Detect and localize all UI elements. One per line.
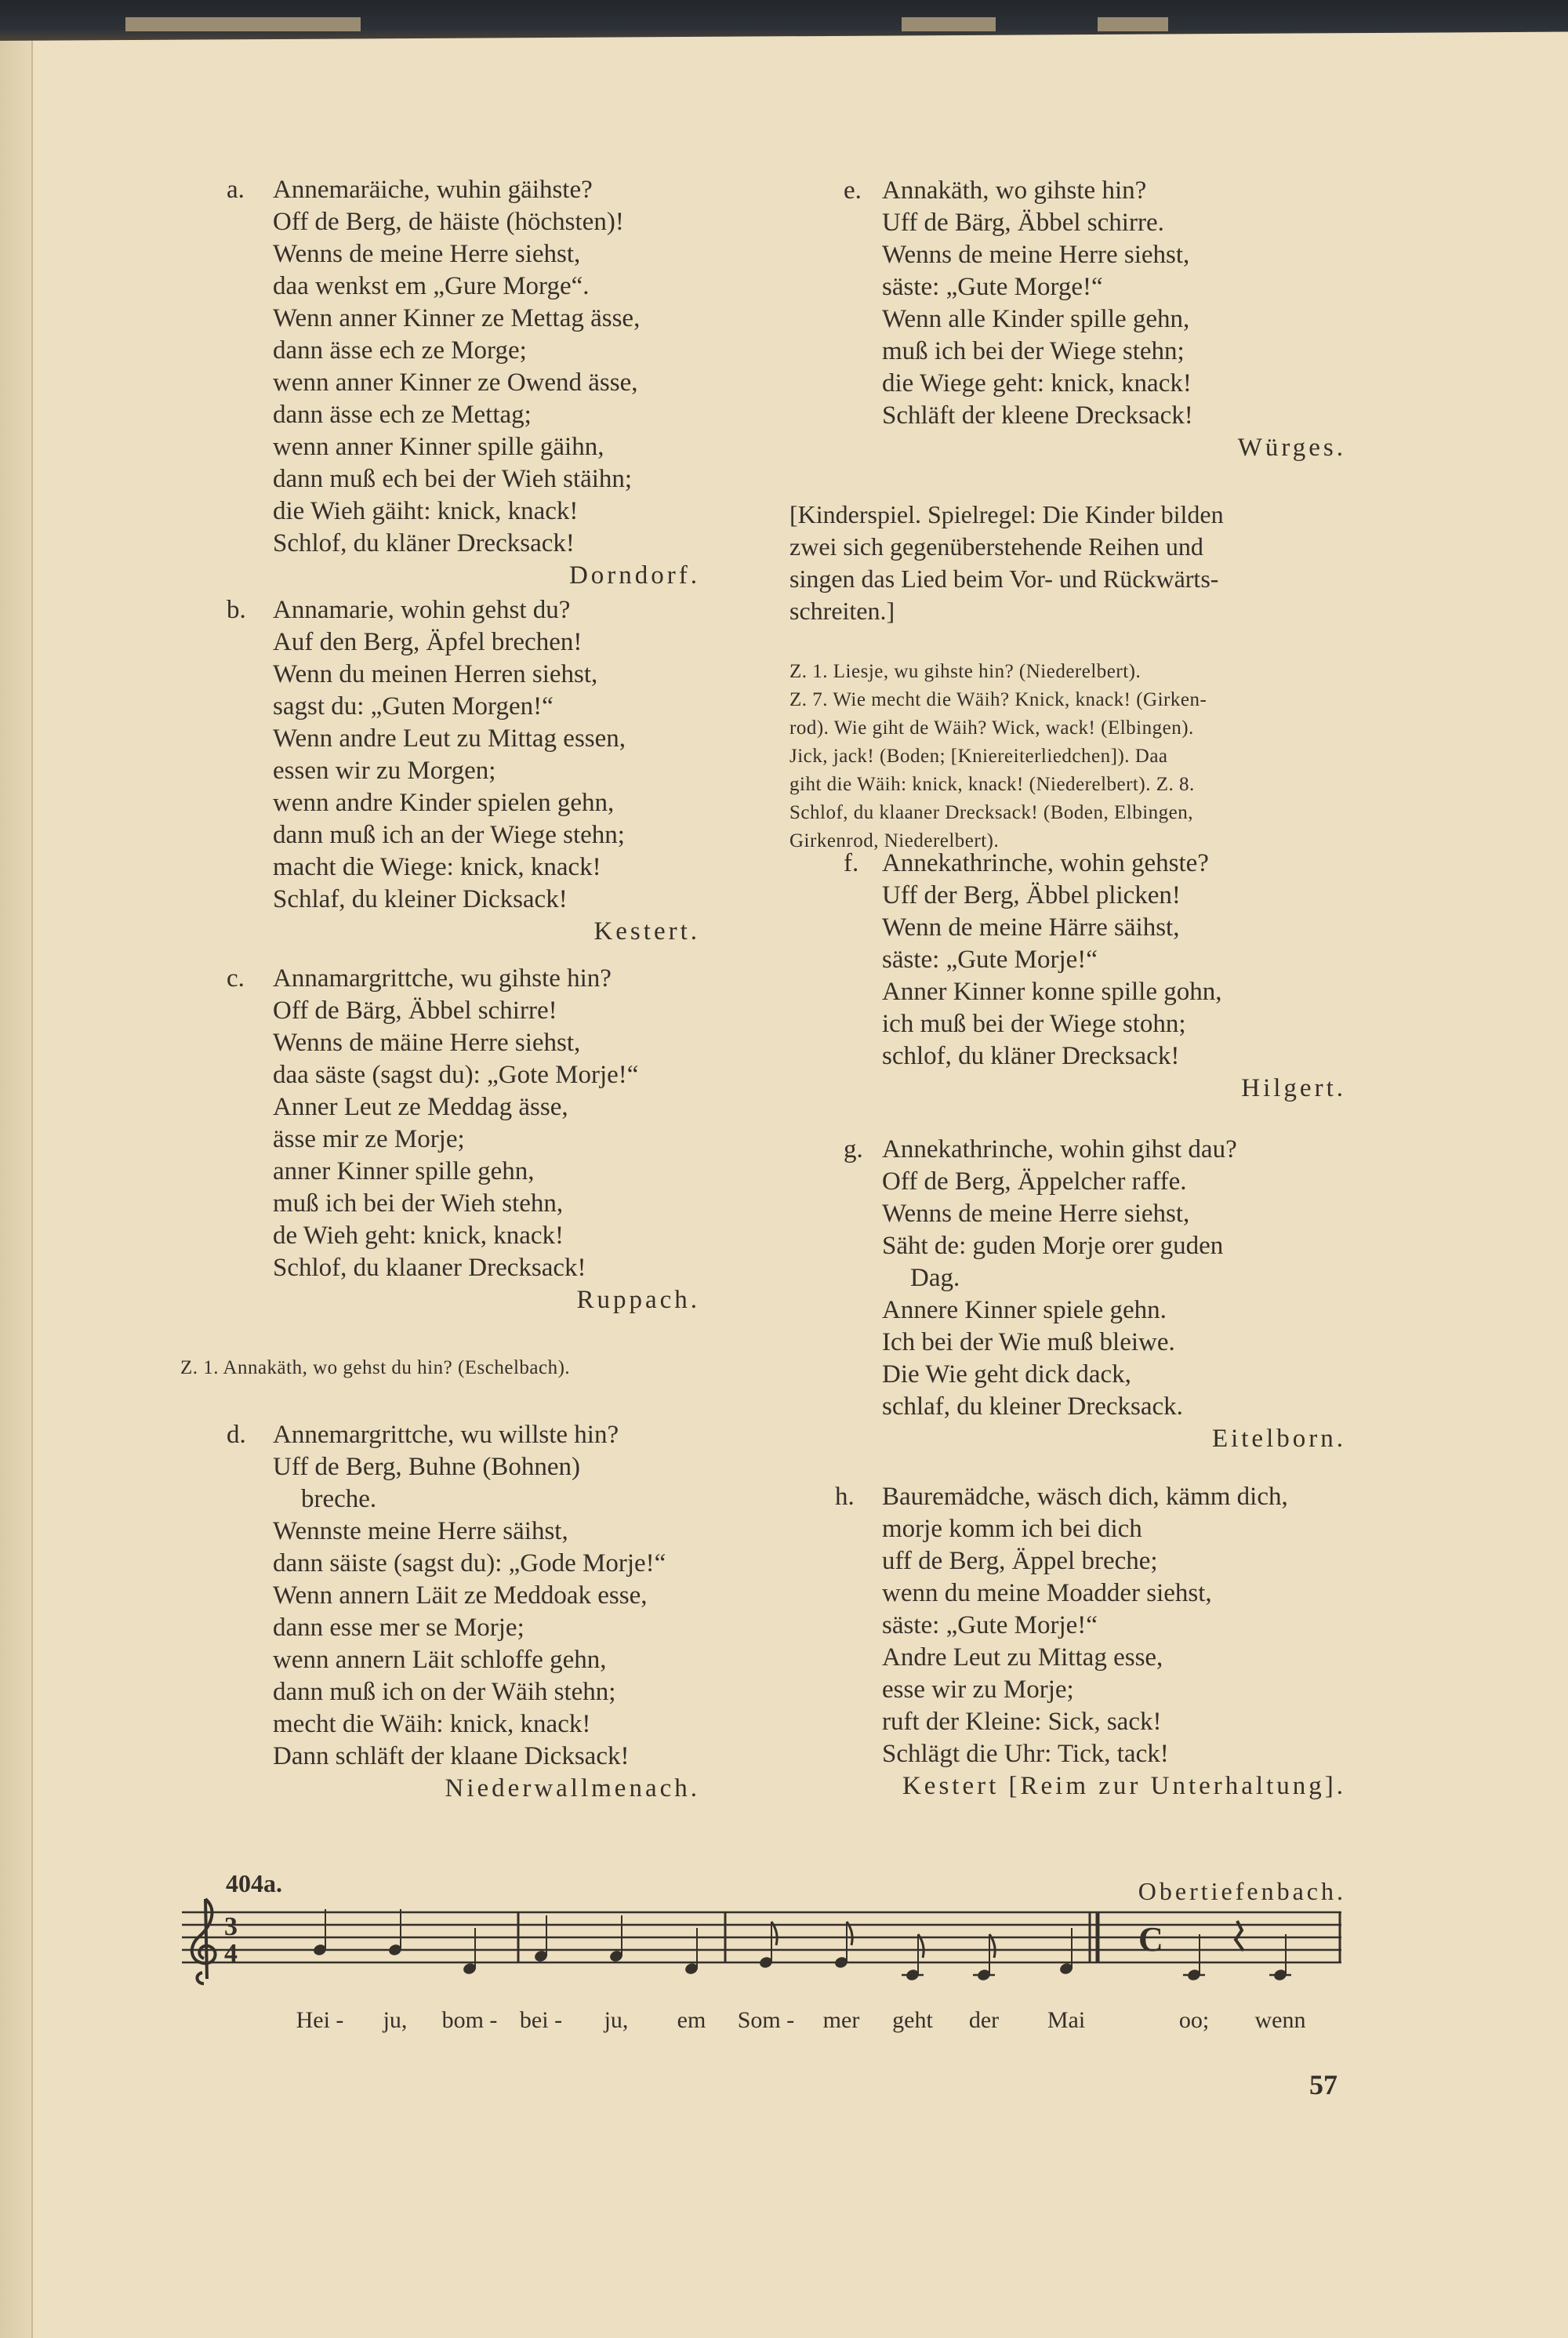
common-time-signature: C	[1138, 1920, 1163, 1959]
verse-label: b.	[227, 596, 246, 624]
verse-label: f.	[844, 849, 859, 877]
verse-lines	[273, 594, 700, 916]
verse-line: wenn andre Kinder spielen gehn,	[273, 789, 615, 817]
verse-line: essen wir zu Morgen;	[273, 757, 496, 785]
lyric-syllable: Hei -	[296, 2007, 344, 2033]
note-line: giht die Wäih: knick, knack! (Niederelbert). Z. 8.	[789, 774, 1195, 795]
verse-line: Wenn de meine Härre säihst,	[882, 913, 1180, 942]
lyric-syllable: Mai	[1047, 2007, 1086, 2033]
verse-line: Annamargrittche, wu gihste hin?	[273, 964, 612, 993]
verse-line: Annakäth, wo gihste hin?	[882, 176, 1147, 205]
verse-label: h.	[835, 1483, 855, 1511]
verse-line: Bauremädche, wäsch dich, kämm dich,	[882, 1483, 1288, 1511]
verse-lines	[273, 174, 700, 560]
verse-line: Schläft der kleene Drecksack!	[882, 401, 1193, 430]
rule-line: [Kinderspiel. Spielregel: Die Kinder bilden	[789, 500, 1224, 528]
note-line: Z. 1. Liesje, wu gihste hin? (Niederelbert).	[789, 661, 1142, 682]
verse-line: dann esse mer se Morje;	[273, 1614, 524, 1642]
note-line: rod). Wie giht de Wäih? Wick, wack! (Elbingen).	[789, 717, 1194, 739]
verse-line: Annekathrinche, wohin gihst dau?	[882, 1135, 1237, 1164]
verse-line: muß ich bei der Wieh stehn,	[273, 1189, 564, 1218]
verse-line: Wenn du meinen Herren siehst,	[273, 660, 598, 688]
place-name: Dorndorf.	[568, 561, 700, 590]
verse-line: anner Kinner spille gehn,	[273, 1157, 535, 1185]
verse-line: Off de Berg, Äppelcher raffe.	[882, 1167, 1187, 1196]
verse-line: die Wieh gäiht: knick, knack!	[273, 497, 579, 525]
lyric-syllable: mer	[822, 2007, 860, 2033]
verse-line: ässe mir ze Morje;	[273, 1125, 465, 1153]
verse-line: dann säiste (sagst du): „Gode Morje!“	[273, 1549, 666, 1577]
verse-line: ich muß bei der Wiege stohn;	[882, 1010, 1186, 1038]
verse-line: ruft der Kleine: Sick, sack!	[882, 1708, 1162, 1736]
verse-line: säste: „Gute Morge!“	[882, 273, 1103, 301]
place-name: Ruppach.	[576, 1286, 700, 1314]
verse-line: Annemaräiche, wuhin gäihste?	[273, 176, 593, 204]
lyric-syllable: geht	[892, 2007, 933, 2033]
verse-line: Wenn annern Läit ze Meddoak esse,	[273, 1581, 648, 1610]
verse-line: wenn du meine Moadder siehst,	[882, 1579, 1212, 1607]
verse-line: Wenn anner Kinner ze Mettag ässe,	[273, 304, 641, 332]
verse-lines	[273, 963, 700, 1284]
verse-h	[835, 1481, 1346, 1803]
verse-line: wenn anner Kinner spille gäihn,	[273, 433, 604, 461]
verse-line: Ich bei der Wie muß bleiwe.	[882, 1328, 1175, 1356]
verse-line: esse wir zu Morje;	[882, 1675, 1074, 1704]
note-line: Z. 1. Annakäth, wo gehst du hin? (Eschelbach).	[180, 1357, 571, 1378]
verse-line: Off de Berg, de häiste (höchsten)!	[273, 208, 624, 236]
verse-line: Die Wie geht dick dack,	[882, 1360, 1131, 1389]
verse-line: Wenns de mäine Herre siehst,	[273, 1029, 581, 1057]
verse-line: Uff de Berg, Buhne (Bohnen)	[273, 1453, 580, 1481]
lyric-syllable: ju,	[383, 2007, 408, 2033]
verse-label: e.	[844, 176, 862, 205]
verse-line: Uff der Berg, Äbbel plicken!	[882, 881, 1181, 909]
page-binding	[0, 41, 33, 2338]
verse-line: sagst du: „Guten Morgen!“	[273, 692, 554, 721]
note-line: Jick, jack! (Boden; [Kniereiterliedchen]). Daa	[789, 746, 1168, 767]
verse-line: mecht die Wäih: knick, knack!	[273, 1710, 591, 1738]
verse-g	[844, 1134, 1346, 1455]
verse-line: wenn annern Läit schloffe gehn,	[273, 1646, 607, 1674]
verse-line: schlaf, du kleiner Drecksack.	[882, 1392, 1183, 1421]
verse-line: de Wieh geht: knick, knack!	[273, 1222, 564, 1250]
verse-line: Säht de: guden Morje orer guden	[882, 1232, 1224, 1260]
verse-a	[227, 174, 700, 592]
verse-label: a.	[227, 176, 245, 204]
song-origin: Obertiefenbach.	[1138, 1877, 1346, 1905]
song-number: 404a.	[226, 1869, 282, 1897]
verse-lines	[882, 1134, 1346, 1423]
lyric-syllable: oo;	[1178, 2007, 1210, 2033]
time-signature-top: 3	[224, 1912, 238, 1941]
place-name: Kestert.	[593, 917, 700, 946]
verse-f	[844, 848, 1346, 1105]
verse-line: Auf den Berg, Äpfel brechen!	[273, 628, 583, 656]
verse-line: Anner Leut ze Meddag ässe,	[273, 1093, 568, 1121]
page-number: 57	[1309, 2069, 1338, 2100]
verse-line: Wenns de meine Herre siehst,	[882, 241, 1190, 269]
verse-line: säste: „Gute Morje!“	[882, 1611, 1098, 1639]
lyric-syllable: bei -	[519, 2007, 563, 2033]
verse-line: Uff de Bärg, Äbbel schirre.	[882, 209, 1164, 237]
verse-b	[227, 594, 700, 948]
verse-line: Wenns de meine Herre siehst,	[273, 240, 581, 268]
lyric-syllable: der	[968, 2007, 1000, 2033]
verse-line: Schlof, du klaaner Drecksack!	[273, 1254, 586, 1282]
time-signature-bottom: 4	[224, 1939, 238, 1968]
game-rule	[789, 499, 1224, 627]
verse-lines	[882, 848, 1346, 1073]
verse-line: dann ässe ech ze Mettag;	[273, 401, 532, 429]
lyric-syllable: Som -	[737, 2007, 795, 2033]
verse-lines	[882, 175, 1346, 432]
verse-line: Schlägt die Uhr: Tick, tack!	[882, 1740, 1169, 1768]
verse-d	[227, 1419, 700, 1805]
note-line: Z. 7. Wie mecht die Wäih? Knick, knack! (Girken-	[789, 689, 1207, 710]
verse-line: wenn anner Kinner ze Owend ässe,	[273, 368, 638, 397]
verse-line: schlof, du kläner Drecksack!	[882, 1042, 1180, 1070]
verse-line: Annekathrinche, wohin gehste?	[882, 849, 1209, 877]
verse-line: dann muß ich an der Wiege stehn;	[273, 821, 625, 849]
variant-notes	[789, 658, 1207, 855]
rule-line: schreiten.]	[789, 597, 895, 625]
verse-line: Anner Kinner konne spille gohn,	[882, 978, 1222, 1006]
verse-line: Wennste meine Herre säihst,	[273, 1517, 568, 1545]
verse-line: uff de Berg, Äppel breche;	[882, 1547, 1158, 1575]
place-name: Hilgert.	[1241, 1074, 1346, 1102]
note-line: Schlof, du klaaner Drecksack! (Boden, Elbingen,	[789, 802, 1194, 823]
place-name: Niederwallmenach.	[445, 1774, 700, 1803]
place-name: Eitelborn.	[1211, 1425, 1346, 1453]
verse-line: dann muß ech bei der Wieh stäihn;	[273, 465, 633, 493]
verse-line: Wenn alle Kinder spille gehn,	[882, 305, 1190, 333]
verse-c	[227, 963, 700, 1316]
verse-line: daa säste (sagst du): „Gote Morje!“	[273, 1061, 639, 1089]
verse-line: Andre Leut zu Mittag esse,	[882, 1643, 1163, 1672]
verse-line: Schlof, du kläner Drecksack!	[273, 529, 575, 557]
lyric-syllable: ju,	[604, 2007, 629, 2033]
verse-line: breche.	[301, 1485, 377, 1513]
verse-line: Wenns de meine Herre siehst,	[882, 1200, 1190, 1228]
note-line: Girkenrod, Niederelbert).	[789, 830, 1000, 851]
verse-line: muß ich bei der Wiege stehn;	[882, 337, 1185, 365]
verse-line: macht die Wiege: knick, knack!	[273, 853, 601, 881]
music-staff	[172, 1897, 1364, 1999]
variant-note-left	[180, 1354, 570, 1382]
lyric-syllable: em	[677, 2007, 706, 2033]
verse-label: c.	[227, 964, 245, 993]
verse-line: morje komm ich bei dich	[882, 1515, 1142, 1543]
verse-line: Annere Kinner spiele gehn.	[882, 1296, 1167, 1324]
verse-label: g.	[844, 1135, 863, 1164]
lyric-syllable: bom -	[441, 2007, 498, 2033]
verse-line: Annemargrittche, wu willste hin?	[273, 1421, 619, 1449]
place-name: Würges.	[1237, 434, 1346, 462]
lyric-syllable: wenn	[1254, 2007, 1306, 2033]
verse-line: Wenn andre Leut zu Mittag essen,	[273, 724, 626, 753]
verse-line: daa wenkst em „Gure Morge“.	[273, 272, 590, 300]
rule-line: singen das Lied beim Vor- und Rückwärts-	[789, 565, 1219, 593]
verse-lines	[882, 1481, 1346, 1770]
place-name: Kestert [Reim zur Unterhaltung].	[902, 1772, 1346, 1800]
verse-line: dann muß ich on der Wäih stehn;	[273, 1678, 616, 1706]
verse-e	[844, 175, 1346, 464]
verse-line: die Wiege geht: knick, knack!	[882, 369, 1192, 398]
verse-line: Off de Bärg, Äbbel schirre!	[273, 997, 557, 1025]
book-cover-edge	[0, 0, 1568, 41]
verse-line: säste: „Gute Morje!“	[882, 946, 1098, 974]
staff-lines	[182, 1912, 1341, 1962]
verse-lines	[273, 1419, 700, 1773]
verse-line: Dann schläft der klaane Dicksack!	[273, 1742, 630, 1770]
verse-line: Dag.	[910, 1264, 960, 1292]
verse-label: d.	[227, 1421, 246, 1449]
verse-line: Annamarie, wohin gehst du?	[273, 596, 571, 624]
rule-line: zwei sich gegenüberstehende Reihen und	[789, 532, 1203, 561]
verse-line: Schlaf, du kleiner Dicksack!	[273, 885, 568, 913]
verse-line: dann ässe ech ze Morge;	[273, 336, 527, 365]
